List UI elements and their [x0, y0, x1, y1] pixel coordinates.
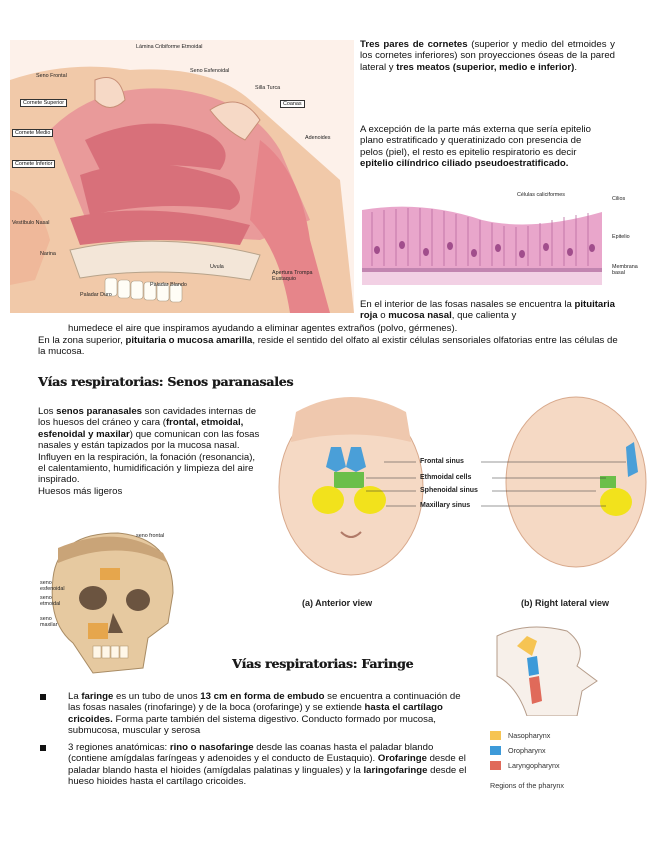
skull-figure — [38, 528, 183, 678]
text: o — [377, 310, 389, 322]
pharynx-figure — [487, 626, 627, 796]
text: Los — [38, 406, 57, 417]
text: En la zona superior, — [38, 335, 126, 346]
bullet-marker — [40, 745, 46, 751]
epithelium-illustration — [362, 190, 652, 285]
text: (superior y medio del etmoides y los cornetes inferiores) son proyecciones óseas de la pared lateral y — [360, 39, 615, 73]
intro-paragraph-cornetes — [360, 39, 615, 73]
text-bold: faringe — [81, 691, 114, 702]
text: Forma parte también del sistema digestivo. Conducto formado por mucosa, submucosa, muscular y serosa — [68, 713, 436, 737]
text-bold: Tres pares de cornetes — [360, 39, 468, 50]
label-skull-seno-esfenoidal: seno esfenoidal — [40, 580, 65, 592]
sinus-figure — [266, 392, 652, 612]
intro-paragraph-pituitaria-amarilla — [38, 335, 618, 358]
text: 3 regiones anatómicas: — [68, 742, 170, 753]
label-skull-seno-etmoidal: seno etmoidal — [40, 595, 61, 607]
text: se encuentra a continuación de las fosas nasales (rinofaringe) y de la boca (orofaringe) y se extiende — [68, 691, 461, 714]
text: es un tubo de unos — [113, 691, 201, 702]
pharynx-illustration — [487, 626, 627, 716]
text-bold: hasta el cartílago cricoides. — [68, 702, 443, 725]
text: La — [68, 691, 82, 702]
label-cornete-inferior: Cornete Inferior — [12, 160, 55, 168]
faringe-bullet-2 — [68, 742, 468, 788]
legend-swatch-oropharynx — [490, 746, 501, 755]
text-bold: epitelio cilíndrico ciliado pseudoestratificado. — [360, 158, 569, 170]
label-cornete-superior: Cornete Superior — [20, 99, 67, 107]
label-seno-esfenoidal: Seno Esfenoidal — [190, 68, 230, 74]
text-bold: pituitaria o mucosa amarilla — [125, 335, 253, 346]
label-celulas-caliciformes: Células caliciformes — [517, 192, 565, 198]
faringe-bullet-1 — [68, 691, 468, 737]
label-uvula: Uvula — [210, 264, 224, 270]
label-skull-seno-frontal: seno frontal — [136, 533, 165, 539]
text: Huesos más ligeros — [38, 485, 123, 497]
label-paladar-blando: Paladar Blando — [150, 282, 187, 288]
label-adenoides: Adenoides — [305, 135, 331, 141]
bullet-marker — [40, 694, 46, 700]
text: desde las coanas hasta el paladar blando (contiene amígdalas faríngeas y adenoides y el conducto de Eustaquio). — [68, 742, 434, 765]
legend-swatch-nasopharynx — [490, 731, 501, 740]
nasal-cavity-figure — [10, 40, 354, 313]
label-coanas: Coanas — [280, 100, 305, 108]
label-cilios: Cilios — [612, 196, 626, 202]
legend-label-laryngopharynx: Laryngopharynx — [508, 761, 560, 770]
label-maxillary-sinus: Maxillary sinus — [420, 502, 471, 509]
text: son cavidades internas de los huesos del cráneo y cara ( — [38, 406, 257, 429]
caption-anterior-view: (a) Anterior view — [302, 598, 373, 608]
label-cornete-medio: Cornete Medio — [12, 129, 53, 137]
label-seno-frontal: Seno Frontal — [36, 73, 67, 79]
label-apertura: Apertura Trompa Eustaquio — [272, 270, 313, 282]
text: , reside el sentido del olfato al existir células sensoriales olfatorias entre las células de la mucosa. — [38, 335, 618, 358]
label-paladar-duro: Paladar Duro — [80, 292, 112, 298]
text: desde el hueso hioides hasta el cartílago cricoides. — [68, 764, 467, 788]
text: Influyen en la respiración, la fonación (resonancia), el calentamiento, humidificación y limpieza del aire inspirado. — [38, 451, 256, 486]
label-vestibulo: Vestíbulo Nasal — [12, 220, 50, 226]
label-silla-turca: Silla Turca — [255, 85, 281, 91]
label-epitelio: Epitelio — [612, 234, 630, 240]
intro-paragraph-pituitaria-roja-cont: humedece el aire que inspiramos ayudando a eliminar agentes extraños (polvo, gérmenes). — [68, 323, 458, 334]
text-bold: pituitaria roja — [360, 299, 615, 322]
label-ethmoidal-cells: Ethmoidal cells — [420, 474, 472, 481]
label-skull-seno-maxilar: seno maxilar — [40, 616, 58, 628]
text-bold: Orofaringe — [377, 753, 427, 765]
section-title-faringe: Vías respiratorias: Faringe — [232, 656, 414, 671]
legend-label-nasopharynx: Nasopharynx — [508, 731, 551, 740]
text-bold: senos paranasales — [56, 406, 143, 417]
legend-swatch-laryngopharynx — [490, 761, 501, 770]
section-title-senos: Vías respiratorias: Senos paranasales — [38, 374, 294, 389]
label-lamina: Lámina Cribiforme Etmoidal — [136, 44, 203, 50]
label-narina: Narina — [40, 251, 56, 257]
text-bold: frontal, etmoidal, esfenoidal y maxilar — [38, 417, 244, 440]
label-frontal-sinus: Frontal sinus — [420, 458, 464, 465]
legend-label-oropharynx: Oropharynx — [508, 746, 546, 755]
intro-paragraph-pituitaria-roja — [360, 299, 615, 322]
text: , que calienta y — [451, 310, 517, 322]
label-sphenoidal-sinus: Sphenoidal sinus — [420, 487, 478, 494]
senos-paragraph — [38, 406, 263, 497]
text: ) que comunican con las fosas nasales y están tapizados por la mucosa nasal. — [38, 428, 260, 452]
text: . — [574, 61, 578, 73]
text: desde el paladar blando hasta el hioides (amígdalas palatinas y linguales) y la — [68, 753, 466, 776]
text-bold: tres meatos (superior, medio e inferior) — [396, 61, 575, 73]
text: En el interior de las fosas nasales se encuentra la — [360, 299, 575, 310]
epithelium-figure — [362, 190, 652, 285]
text-bold: mucosa nasal — [388, 310, 452, 322]
text-bold: rino o nasofaringe — [169, 742, 254, 753]
text-bold: laringofaringe — [363, 764, 428, 776]
text: A excepción de la parte más externa que sería epitelio plano estratificado y queratinizado con presencia de pelos (piel), el resto es epitelio respiratorio es decir — [360, 124, 591, 158]
pharynx-caption: Regions of the pharynx — [490, 781, 564, 790]
caption-right-lateral-view: (b) Right lateral view — [521, 598, 610, 608]
text-bold: 13 cm en forma de embudo — [200, 691, 325, 702]
intro-paragraph-epitelio — [360, 124, 598, 170]
label-membrana-basal: Membrana basal — [612, 264, 638, 276]
